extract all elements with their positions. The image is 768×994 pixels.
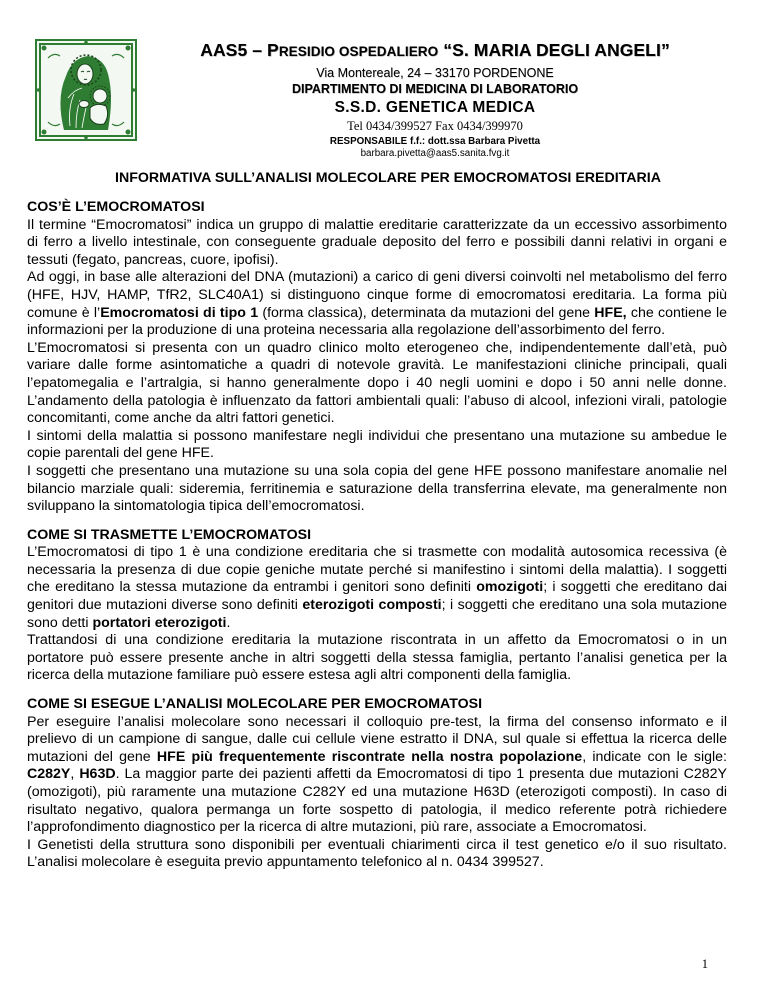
bold-text: portatori eterozigoti [92,614,227,631]
text-run: . [226,614,231,631]
text-run: L’Emocromatosi si presenta con un quadro clinico molto eterogeneo che, indipendentemente dall’età, può variare dalle forme asintomatiche a quadri di notevole gravità. Le manifestazioni cliniche principali, quali l’epatomegalia e l’artralgia, si hanno generalmente dopo i 40 negli uomini e dopo i 50 anni nelle donne. L’andamento della patologia è influenzato da fattori ambientali quali: l’abuso di alcool, infezioni virali, patologie concomitanti, come anche da altri fattori genetici. [27,339,727,427]
madonna-with-child-icon [34,38,138,142]
text-run: Il termine “Emocromatosi” indica un gruppo di malattie ereditarie caratterizzate da un eccessivo assorbimento di ferro a livello intestinale, con conseguente graduale deposito del ferro e possibili danni relativi in organi e tessuti (fegato, pancreas, cuore, ipofisi). [27,216,727,268]
bold-text: Emocromatosi di tipo 1 [100,304,259,321]
text-run: ; i soggetti che ereditano dai genitori due mutazioni diverse sono definiti [27,579,727,614]
text-run: , indicate con le sigle: [582,748,728,765]
section [27,199,727,516]
paragraph [27,340,727,428]
paragraph [27,837,727,872]
bold-text: HFE più frequentemente riscontrate nella nostra popolazione [156,748,583,765]
text-run: . La maggior parte dei pazienti affetti da Emocromatosi di tipo 1 presenta due mutazioni C282Y (omozigoti), più raramente una mutazione C282Y ed una mutazione H63D (eterozigoti composti). In caso di risultato negativo, qualora permanga un forte sospetto di patologia, il medico referente potrà richiedere l’approfondimento diagnostico per la ricerca di altre mutazioni, più rare, associate a Emocromatosi. [27,766,727,836]
document-title: INFORMATIVA SULL’ANALISI MOLECOLARE PER EMOCROMATOSI EREDITARIA [115,170,661,186]
letterhead [140,40,730,159]
text-run: ; i soggetti che ereditano una sola mutazione sono detti [27,597,727,631]
bold-text: C282Y [27,766,71,783]
paragraph [27,632,727,685]
paragraph [27,463,727,516]
text-run: , [70,766,80,783]
bold-text: HFE, [594,304,627,321]
paragraph [27,428,727,463]
section-heading: COME SI TRASMETTE L’EMOCROMATOSI [27,526,312,543]
section-heading: COS’È L’EMOCROMATOSI [27,199,205,215]
section [27,696,727,872]
page-number: 1 [701,957,708,971]
section-heading: COME SI ESEGUE L’ANALISI MOLECOLARE PER EMOCROMATOSI [27,696,483,713]
bold-text: H63D [79,766,116,783]
document-body [27,199,727,883]
text-run: Trattandosi di una condizione ereditaria la mutazione riscontrata in un affetto da Emocromatosi o in un portatore può essere presente anche in altri soggetti della stessa famiglia, pertanto l’analisi genetica per la ricerca della mutazione familiare può essere estesa agli altri componenti della famiglia. [27,632,727,684]
text-run: I soggetti che presentano una mutazione su una sola copia del gene HFE possono manifestare anomalie nel bilancio marziale quali: sideremia, ferritinemia e saturazione della transferrina elevate, ma generalmente non sviluppano la sintomatologia tipica dell’emocromatosi. [27,462,727,515]
hospital-name: AAS5 – PRESIDIO OSPEDALIERO “S. MARIA DEGLI ANGELI” [200,40,670,60]
phone-fax: Tel 0434/399527 Fax 0434/399970 [347,119,523,133]
bold-text: eterozigoti composti [302,597,442,614]
department-name: DIPARTIMENTO DI MEDICINA DI LABORATORIO [291,82,579,96]
text-run: Per eseguire l’analisi molecolare sono necessari il colloquio pre-test, la firma del consenso informato e il prelievo di un campione di sangue, dalle cui cellule viene estratto il DNA, sul quale si effettua la ricerca delle mutazioni del gene [27,713,727,765]
text-run: I sintomi della malattia si possono manifestare negli individui che presentano una mutazione su ambedue le copie parentali del gene HFE. [27,427,727,462]
hospital-address: Via Montereale, 24 – 33170 PORDENONE [316,66,554,80]
text-run: I Genetisti della struttura sono disponibili per eventuali chiarimenti circa il test genetico e/o il suo risultato. L’analisi molecolare è eseguita previo appuntamento telefonico al n. 0434 399527. [27,836,727,871]
paragraph [27,217,727,270]
unit-name: S.S.D. GENETICA MEDICA [334,99,536,116]
paragraph [27,269,727,339]
paragraph [27,544,727,632]
responsible-person: RESPONSABILE f.f.: dott.ssa Barbara Pivetta [329,136,541,147]
bold-text: omozigoti [476,579,544,596]
text-run: (forma classica), determinata da mutazioni del gene [258,304,595,321]
paragraph [27,714,727,837]
section [27,527,727,685]
text-run: Ad oggi, in base alle alterazioni del DNA (mutazioni) a carico di geni diversi coinvolti nel metabolismo del ferro (HFE, HJV, HAMP, TfR2, SLC40A1) si distinguono cinque forme di emocromatosi ereditaria. La forma più comune è l’ [27,269,727,321]
text-run: che contiene le informazioni per la produzione di una proteina necessaria alla regolazione dell’assorbimento del ferro. [27,304,727,339]
contact-email: barbara.pivetta@aas5.sanita.fvg.it [360,148,510,159]
text-run: L’Emocromatosi di tipo 1 è una condizione ereditaria che si trasmette con modalità autosomica recessiva (è necessaria la presenza di due copie geniche mutate perché si manifestino i sintomi della malattia). I soggetti che ereditano la stessa mutazione da entrambi i genitori sono definiti [27,544,727,596]
